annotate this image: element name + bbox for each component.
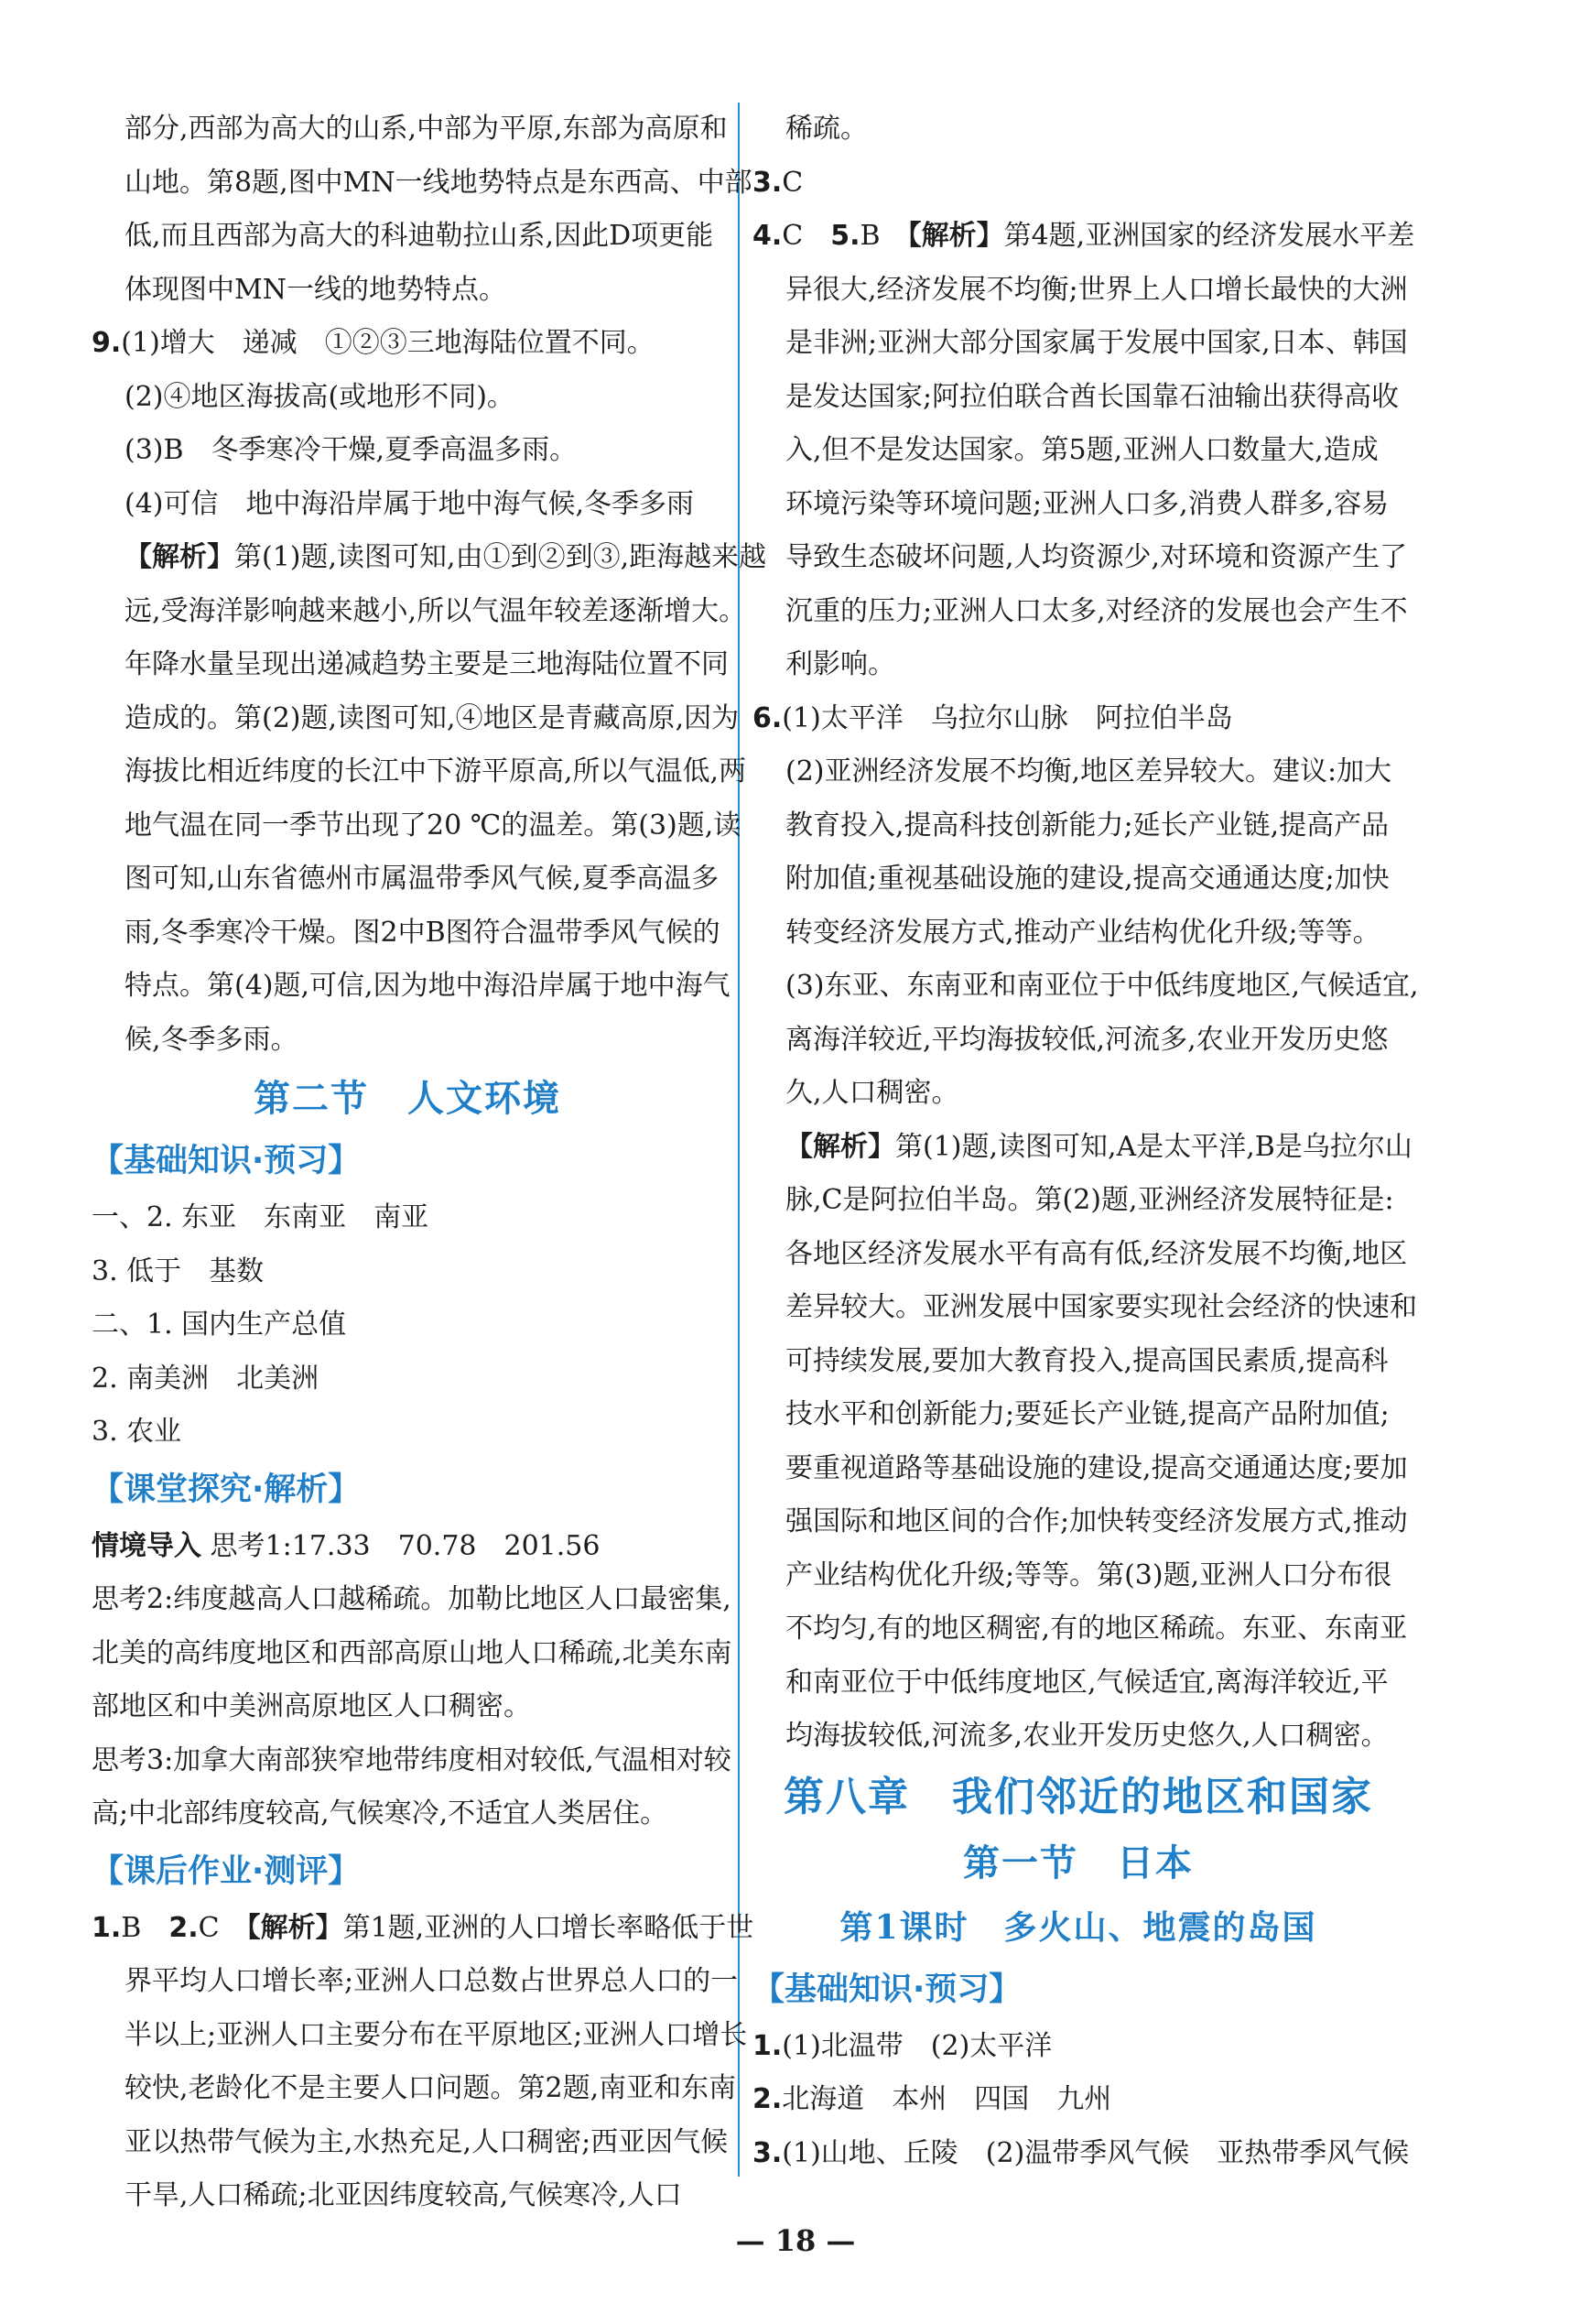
explanation-line: 脉,C是阿拉伯半岛。第(2)题,亚洲经济发展特征是: (785, 1184, 1394, 1216)
context-tag: 情境导入 (92, 1529, 201, 1562)
explanation-line: 技水平和创新能力;要延长产业链,提高产品附加值; (785, 1398, 1390, 1430)
answer-line: 教育投入,提高科技创新能力;延长产业链,提高产品 (785, 809, 1390, 842)
answer-line: (3)B 冬季寒冷干燥,夏季高温多雨。 (124, 434, 578, 466)
text-line: 高;中北部纬度较高,气候寒冷,不适宜人类居住。 (92, 1797, 668, 1830)
question-1-2 (92, 1902, 754, 1956)
explanation-line: 不均匀,有的地区稠密,有的地区稀疏。东亚、东南亚 (785, 1613, 1408, 1645)
explanation-line: 干旱,人口稀疏;北亚因纬度较高,气候寒冷,人口 (124, 2179, 682, 2211)
column-divider (738, 103, 740, 2177)
text-line: 低,而且西部为高大的科迪勒拉山系,因此D项更能 (124, 220, 714, 252)
explanation-line: 各地区经济发展水平有高有低,经济发展不均衡,地区 (785, 1237, 1408, 1270)
text-line: 山地。第8题,图中MN一线地势特点是东西高、中部 (124, 166, 752, 199)
text-line: 体现图中MN一线的地势特点。 (124, 273, 506, 306)
answer-text: B (121, 1911, 169, 1944)
explanation-line: 年降水量呈现出递减趋势主要是三地海陆位置不同 (124, 648, 729, 680)
question-number: 5. (830, 220, 860, 252)
question-number: 4. (752, 220, 783, 252)
question-4-5 (752, 210, 1415, 264)
answer-line: 离海洋较近,平均海拔较低,河流多,农业开发历史悠 (785, 1023, 1389, 1056)
lesson-title: 第1课时 多火山、地震的岛国 (839, 1907, 1317, 1947)
answer-text: 北海道 本州 四国 九州 (782, 2083, 1112, 2115)
text-line: 稀疏。 (785, 113, 868, 145)
explanation-text: 第(1)题,读图可知,A是太平洋,B是乌拉尔山 (895, 1130, 1412, 1163)
explanation-line: 海拔比相近纬度的长江中下游平原高,所以气温低,两 (124, 755, 747, 787)
explanation-tag: 【解析】 (246, 1911, 343, 1944)
question-2 (752, 2073, 1404, 2127)
answer-line: 2. 南美洲 北美洲 (92, 1362, 319, 1395)
answer-line: (2)亚洲经济发展不均衡,地区差异较大。建议:加大 (785, 755, 1392, 787)
question-number: 9. (92, 327, 122, 359)
answer-text: B (860, 220, 908, 252)
answer-line: 附加值;重视基础设施的建设,提高交通通达度;加快 (785, 863, 1390, 895)
explanation-tag: 【解析】 (907, 220, 1004, 252)
explanation-line: 产业结构优化升级;等等。第(3)题,亚洲人口分布很 (785, 1558, 1392, 1591)
answer-line: 3. 农业 (92, 1416, 182, 1448)
text-line (92, 1520, 723, 1574)
explanation-line: 强国际和地区间的合作;加快转变经济发展方式,推动 (785, 1505, 1408, 1537)
answer-text: (1)北温带 (2)太平洋 (782, 2029, 1053, 2062)
explanation-line: 较快,老龄化不是主要人口问题。第2题,南亚和东南 (124, 2072, 737, 2104)
answer-text: C (782, 166, 804, 199)
answer-line: 3. 低于 基数 (92, 1254, 265, 1287)
answer-text: (1)太平洋 乌拉尔山脉 阿拉伯半岛 (782, 701, 1233, 734)
question-number: 1. (752, 2029, 783, 2062)
answer-line: (3)东亚、东南亚和南亚位于中低纬度地区,气候适宜, (785, 970, 1419, 1002)
question-1 (752, 2020, 1404, 2074)
explanation-line: 均海拔较低,河流多,农业开发历史悠久,人口稠密。 (785, 1720, 1389, 1752)
explanation-line: 候,冬季多雨。 (124, 1023, 298, 1056)
answer-text: (1)增大 递减 ①②③三地海陆位置不同。 (121, 327, 655, 359)
explanation-line: 半以上;亚洲人口主要分布在平原地区;亚洲人口增长 (124, 2018, 748, 2051)
answer-line: (4)可信 地中海沿岸属于地中海气候,冬季多雨 (124, 487, 695, 520)
explanation-line: 异很大,经济发展不均衡;世界上人口增长最快的大洲 (785, 273, 1408, 306)
question-number: 2. (168, 1911, 199, 1944)
right-column (752, 103, 1419, 2180)
explanation-line: 界平均人口增长率;亚洲人口总数占世界总人口的一 (124, 1965, 739, 1997)
question-number: 3. (752, 166, 783, 199)
explanation-text: 第(1)题,读图可知,由①到②到③,距海越来越 (234, 541, 767, 573)
explanation-line: 利影响。 (785, 648, 895, 680)
question-6 (752, 692, 1404, 746)
section-banner-class: 【课堂探究·解析】 (92, 1471, 361, 1508)
explanation-line: 造成的。第(2)题,读图可知,④地区是青藏高原,因为 (124, 701, 740, 734)
text: 思考1:17.33 70.78 201.56 (201, 1529, 601, 1562)
answer-text: C (782, 220, 831, 252)
answer-text: (1)山地、丘陵 (2)温带季风气候 亚热带季风气候 (782, 2136, 1410, 2169)
explanation-tag: 【解析】 (124, 541, 234, 573)
question-number: 2. (752, 2083, 783, 2115)
explanation-line: 特点。第(4)题,可信,因为地中海沿岸属于地中海气 (124, 970, 731, 1002)
section-title: 第二节 人文环境 (254, 1077, 561, 1120)
explanation-tag: 【解析】 (785, 1130, 895, 1163)
text-line: 思考2:纬度越高人口越稀疏。加勒比地区人口最密集, (92, 1583, 731, 1615)
question-3 (752, 157, 1404, 211)
question-3 (752, 2127, 1410, 2181)
explanation-line: 亚以热带气候为主,水热充足,人口稠密;西亚因气候 (124, 2125, 729, 2158)
page-number: — 18 — (735, 2223, 856, 2258)
answer-line: 久,人口稠密。 (785, 1077, 959, 1109)
explanation-line: 图可知,山东省德州市属温带季风气候,夏季高温多 (124, 863, 720, 895)
question-number: 1. (92, 1911, 122, 1944)
question-number: 6. (752, 701, 783, 734)
explanation-line (752, 1121, 1412, 1175)
explanation-text: 第4题,亚洲国家的经济发展水平差 (1003, 220, 1415, 252)
explanation-line: 导致生态破坏问题,人均资源少,对环境和资源产生了 (785, 541, 1408, 573)
explanation-line: 入,但不是发达国家。第5题,亚洲人口数量大,造成 (785, 434, 1379, 466)
text-line: 北美的高纬度地区和西部高原山地人口稀疏,北美东南 (92, 1636, 732, 1669)
answer-line: (2)④地区海拔高(或地形不同)。 (124, 380, 514, 413)
section-title: 第一节 日本 (963, 1841, 1194, 1884)
explanation-line (92, 531, 767, 585)
explanation-line: 环境污染等环境问题;亚洲人口多,消费人群多,容易 (785, 487, 1390, 520)
section-banner-basic: 【基础知识·预习】 (92, 1143, 361, 1179)
chapter-title: 第八章 我们邻近的地区和国家 (784, 1773, 1373, 1820)
explanation-line: 远,受海洋影响越来越小,所以气温年较差逐渐增大。 (124, 594, 747, 627)
explanation-line: 要重视道路等基础设施的建设,提高交通通达度;要加 (785, 1451, 1408, 1484)
left-column (92, 103, 767, 2223)
explanation-line: 是发达国家;阿拉伯联合酋长国靠石油输出获得高收 (785, 380, 1400, 413)
section-banner-basic: 【基础知识·预习】 (752, 1971, 1022, 2008)
text-line: 部分,西部为高大的山系,中部为平原,东部为高原和 (124, 113, 728, 145)
explanation-text: 第1题,亚洲的人口增长率略低于世 (342, 1911, 754, 1944)
section-banner-homework: 【课后作业·测评】 (92, 1852, 361, 1890)
explanation-line: 和南亚位于中低纬度地区,气候适宜,离海洋较近,平 (785, 1666, 1389, 1699)
explanation-line: 沉重的压力;亚洲人口太多,对经济的发展也会产生不 (785, 594, 1408, 627)
explanation-line: 差异较大。亚洲发展中国家要实现社会经济的快速和 (785, 1291, 1417, 1323)
explanation-line: 地气温在同一季节出现了20 ℃的温差。第(3)题,读 (124, 809, 741, 842)
text-line: 部地区和中美洲高原地区人口稠密。 (92, 1690, 531, 1722)
question-number: 3. (752, 2136, 783, 2169)
explanation-line: 可持续发展,要加大教育投入,提高国民素质,提高科 (785, 1344, 1389, 1377)
text-line: 思考3:加拿大南部狭窄地带纬度相对较低,气温相对较 (92, 1743, 731, 1776)
answer-line: 转变经济发展方式,推动产业结构优化升级;等等。 (785, 916, 1380, 949)
explanation-line: 是非洲;亚洲大部分国家属于发展中国家,日本、韩国 (785, 327, 1408, 359)
explanation-line: 雨,冬季寒冷干燥。图2中B图符合温带季风气候的 (124, 916, 720, 949)
answer-line: 一、2. 东亚 东南亚 南亚 (92, 1201, 429, 1233)
question-9 (92, 317, 723, 371)
answer-text: C (198, 1911, 247, 1944)
answer-line: 二、1. 国内生产总值 (92, 1309, 347, 1341)
